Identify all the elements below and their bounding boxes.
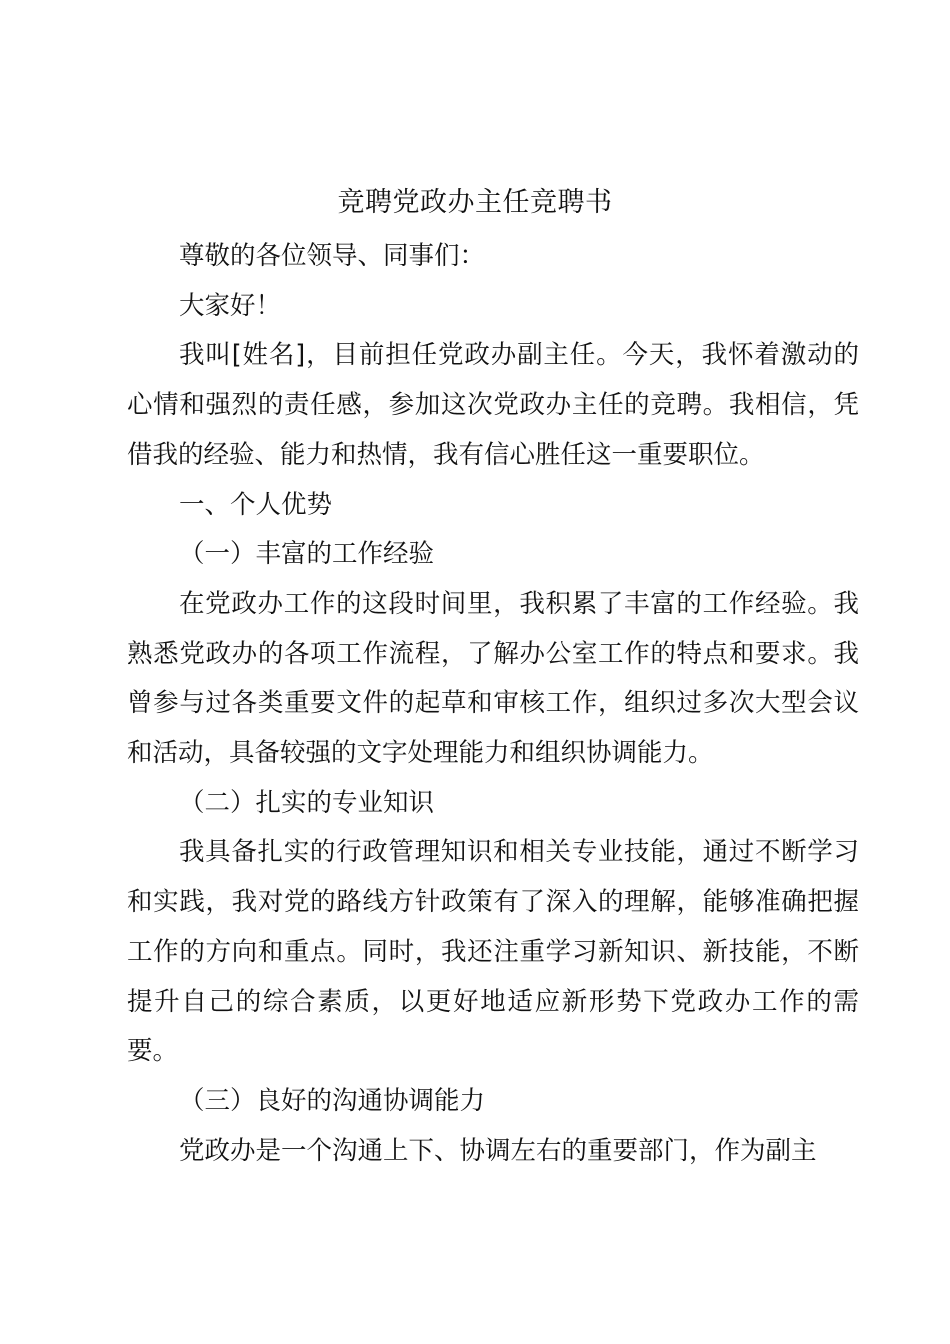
knowledge-paragraph: 我具备扎实的行政管理知识和相关专业技能，通过不断学习和实践，我对党的路线方针政策有了深入的理解，能够准确把握工作的方向和重点。同时，我还注重学习新知识、新技能，不断提升自己的综合素质，以更好地适应新形势下党政办工作的需要。 xyxy=(127,837,859,1067)
greeting: 大家好！ xyxy=(179,290,282,321)
document-title: 竞聘党政办主任竞聘书 xyxy=(337,187,613,218)
subsection-heading-2: （二）扎实的专业知识 xyxy=(179,787,435,818)
experience-paragraph: 在党政办工作的这段时间里，我积累了丰富的工作经验。我熟悉党政办的各项工作流程，了解办公室工作的特点和要求。我曾参与过各类重要文件的起草和审核工作，组织过多次大型会议和活动，具备较强的文字处理能力和组织协调能力。 xyxy=(127,588,859,769)
intro-paragraph: 我叫[姓名]，目前担任党政办副主任。今天，我怀着激动的心情和强烈的责任感，参加这次党政办主任的竞聘。我相信，凭借我的经验、能力和热情，我有信心胜任这一重要职位。 xyxy=(127,340,859,470)
communication-paragraph: 党政办是一个沟通上下、协调左右的重要部门，作为副主 xyxy=(179,1135,817,1166)
subsection-heading-1: （一）丰富的工作经验 xyxy=(179,539,435,570)
salutation: 尊敬的各位领导、同事们： xyxy=(179,241,486,271)
section-heading-1: 一、个人优势 xyxy=(179,489,333,520)
document-body xyxy=(127,232,859,1176)
subsection-heading-3: （三）良好的沟通协调能力 xyxy=(179,1085,486,1116)
